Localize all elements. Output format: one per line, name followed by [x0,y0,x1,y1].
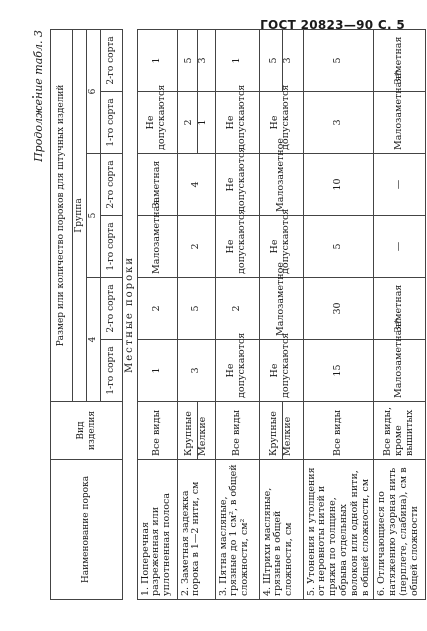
table-row: 6. Отличающиеся по натяжению узорная нить (перплете, слабина), см в общей сложности Все виды, кроме вышитых Малозаметная* Заметная — — Малозаметная* Заметная [374,29,426,599]
col-g6-s2: 2-го сорта [101,29,123,91]
col-group-6: 6 [87,29,101,153]
col-size-caption: Размер или количество пороков для штучных изделий [51,29,73,401]
col-group-4: 4 [87,278,101,402]
page-header: ГОСТ 20823—90 С. 5 [260,18,405,32]
col-defect-name: Наименование порока [51,460,123,600]
table-row: 2. Заметная задежка порока в 1—2 нити, см Крупные Мелкие 3 5 2 4 2 1 5 3 [177,29,215,599]
rotated-table-block [30,30,420,600]
defects-table [50,29,426,600]
col-item-kind: Вид изделия [51,402,123,460]
col-g5-s2: 2-го сорта [101,154,123,216]
col-g5-s1: 1-го сорта [101,216,123,278]
table-row: 5. Утонения и утолщения от неровноты нитей и пряжи по толщине, обрыва отдельных волокон или одной нити, в общей сложности, см Все виды 15 30 5 10 3 5 [303,29,374,599]
table-row: 3. Пятна масляные, грязные до 1 см², в общей сложности, см² Все виды Не допускаются 2 Не допускаются Не допускаются Не допускаются 1 [215,29,259,599]
table-row: 4. Штрихи масляные, грязные в общей сложности, см Крупные Мелкие Не допускаются Малозаметное Не допускаются Малозаметное Не допускаются 5 3 [259,29,303,599]
col-g6-s1: 1-го сорта [101,92,123,154]
table-continuation: Продолжение табл. 3 [32,30,45,162]
table-row: 1. Поперечная разреженная или уплотненная полоса Все виды 1 2 Малозаметная Заметная Не допускаются 1 [137,29,177,599]
col-group: Группа [73,29,87,401]
col-g4-s2: 2-го сорта [101,278,123,340]
col-g4-s1: 1-го сорта [101,340,123,402]
col-group-5: 5 [87,154,101,278]
section-local-defects: Местные пороки [123,29,138,599]
